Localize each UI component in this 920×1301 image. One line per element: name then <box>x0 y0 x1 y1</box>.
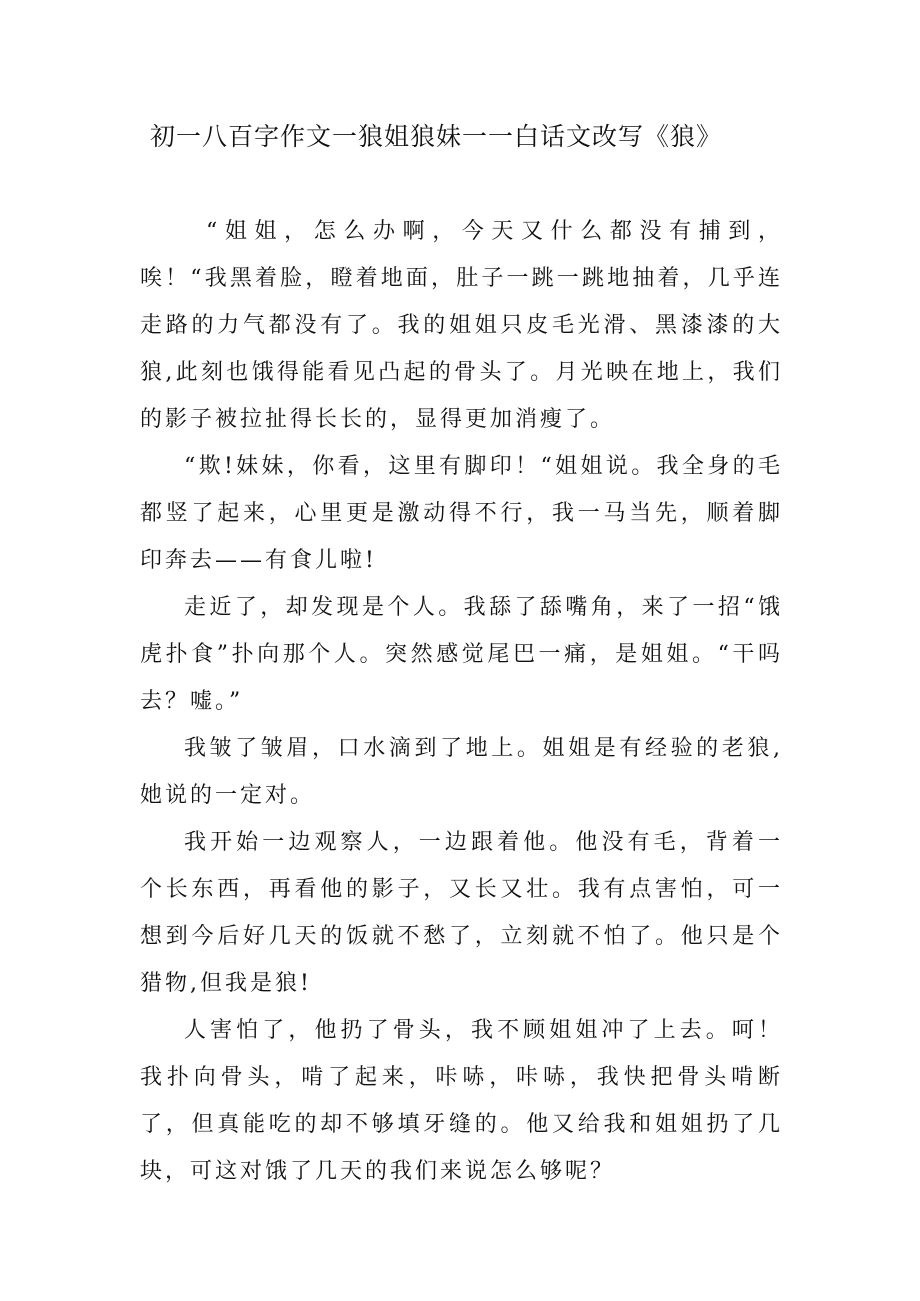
paragraph-1: “姐姐，怎么办啊，今天又什么都没有捕到，唉！“我黑着脸，瞪着地面，肚子一跳一跳地抽着，几乎连走路的力气都没有了。我的姐姐只皮毛光滑、黑漆漆的大狼,此刻也饿得能看见凸起的骨头了。月光映在地上，我们的影子被拉扯得长长的，显得更加消瘦了。 <box>140 219 783 432</box>
document-title: 初一八百字作文一狼姐狼妹一一白话文改写《狼》 <box>150 122 723 151</box>
paragraph-3: 走近了，却发现是个人。我舔了舔嘴角，来了一招“饿虎扑食”扑向那个人。突然感觉尾巴一痛，是姐姐。“干吗去？嘘。” <box>140 595 783 714</box>
paragraph-2: “欺!妹妹，你看，这里有脚印！“姐姐说。我全身的毛都竖了起来，心里更是激动得不行，我一马当先，顺着脚印奔去——有食儿啦! <box>140 454 783 573</box>
paragraph-6: 人害怕了，他扔了骨头，我不顾姐姐冲了上去。呵！我扑向骨头，啃了起来，咔哧，咔哧，我快把骨头啃断了，但真能吃的却不够填牙缝的。他又给我和姐姐扔了几块，可这对饿了几天的我们来说怎么够呢？ <box>140 1018 783 1184</box>
document-body <box>140 208 783 1195</box>
paragraph-4: 我皱了皱眉，口水滴到了地上。姐姐是有经验的老狼,她说的一定对。 <box>140 736 783 808</box>
paragraph-5: 我开始一边观察人，一边跟着他。他没有毛，背着一个长东西，再看他的影子，又长又壮。我有点害怕，可一想到今后好几天的饭就不愁了，立刻就不怕了。他只是个猎物,但我是狼! <box>140 830 783 996</box>
